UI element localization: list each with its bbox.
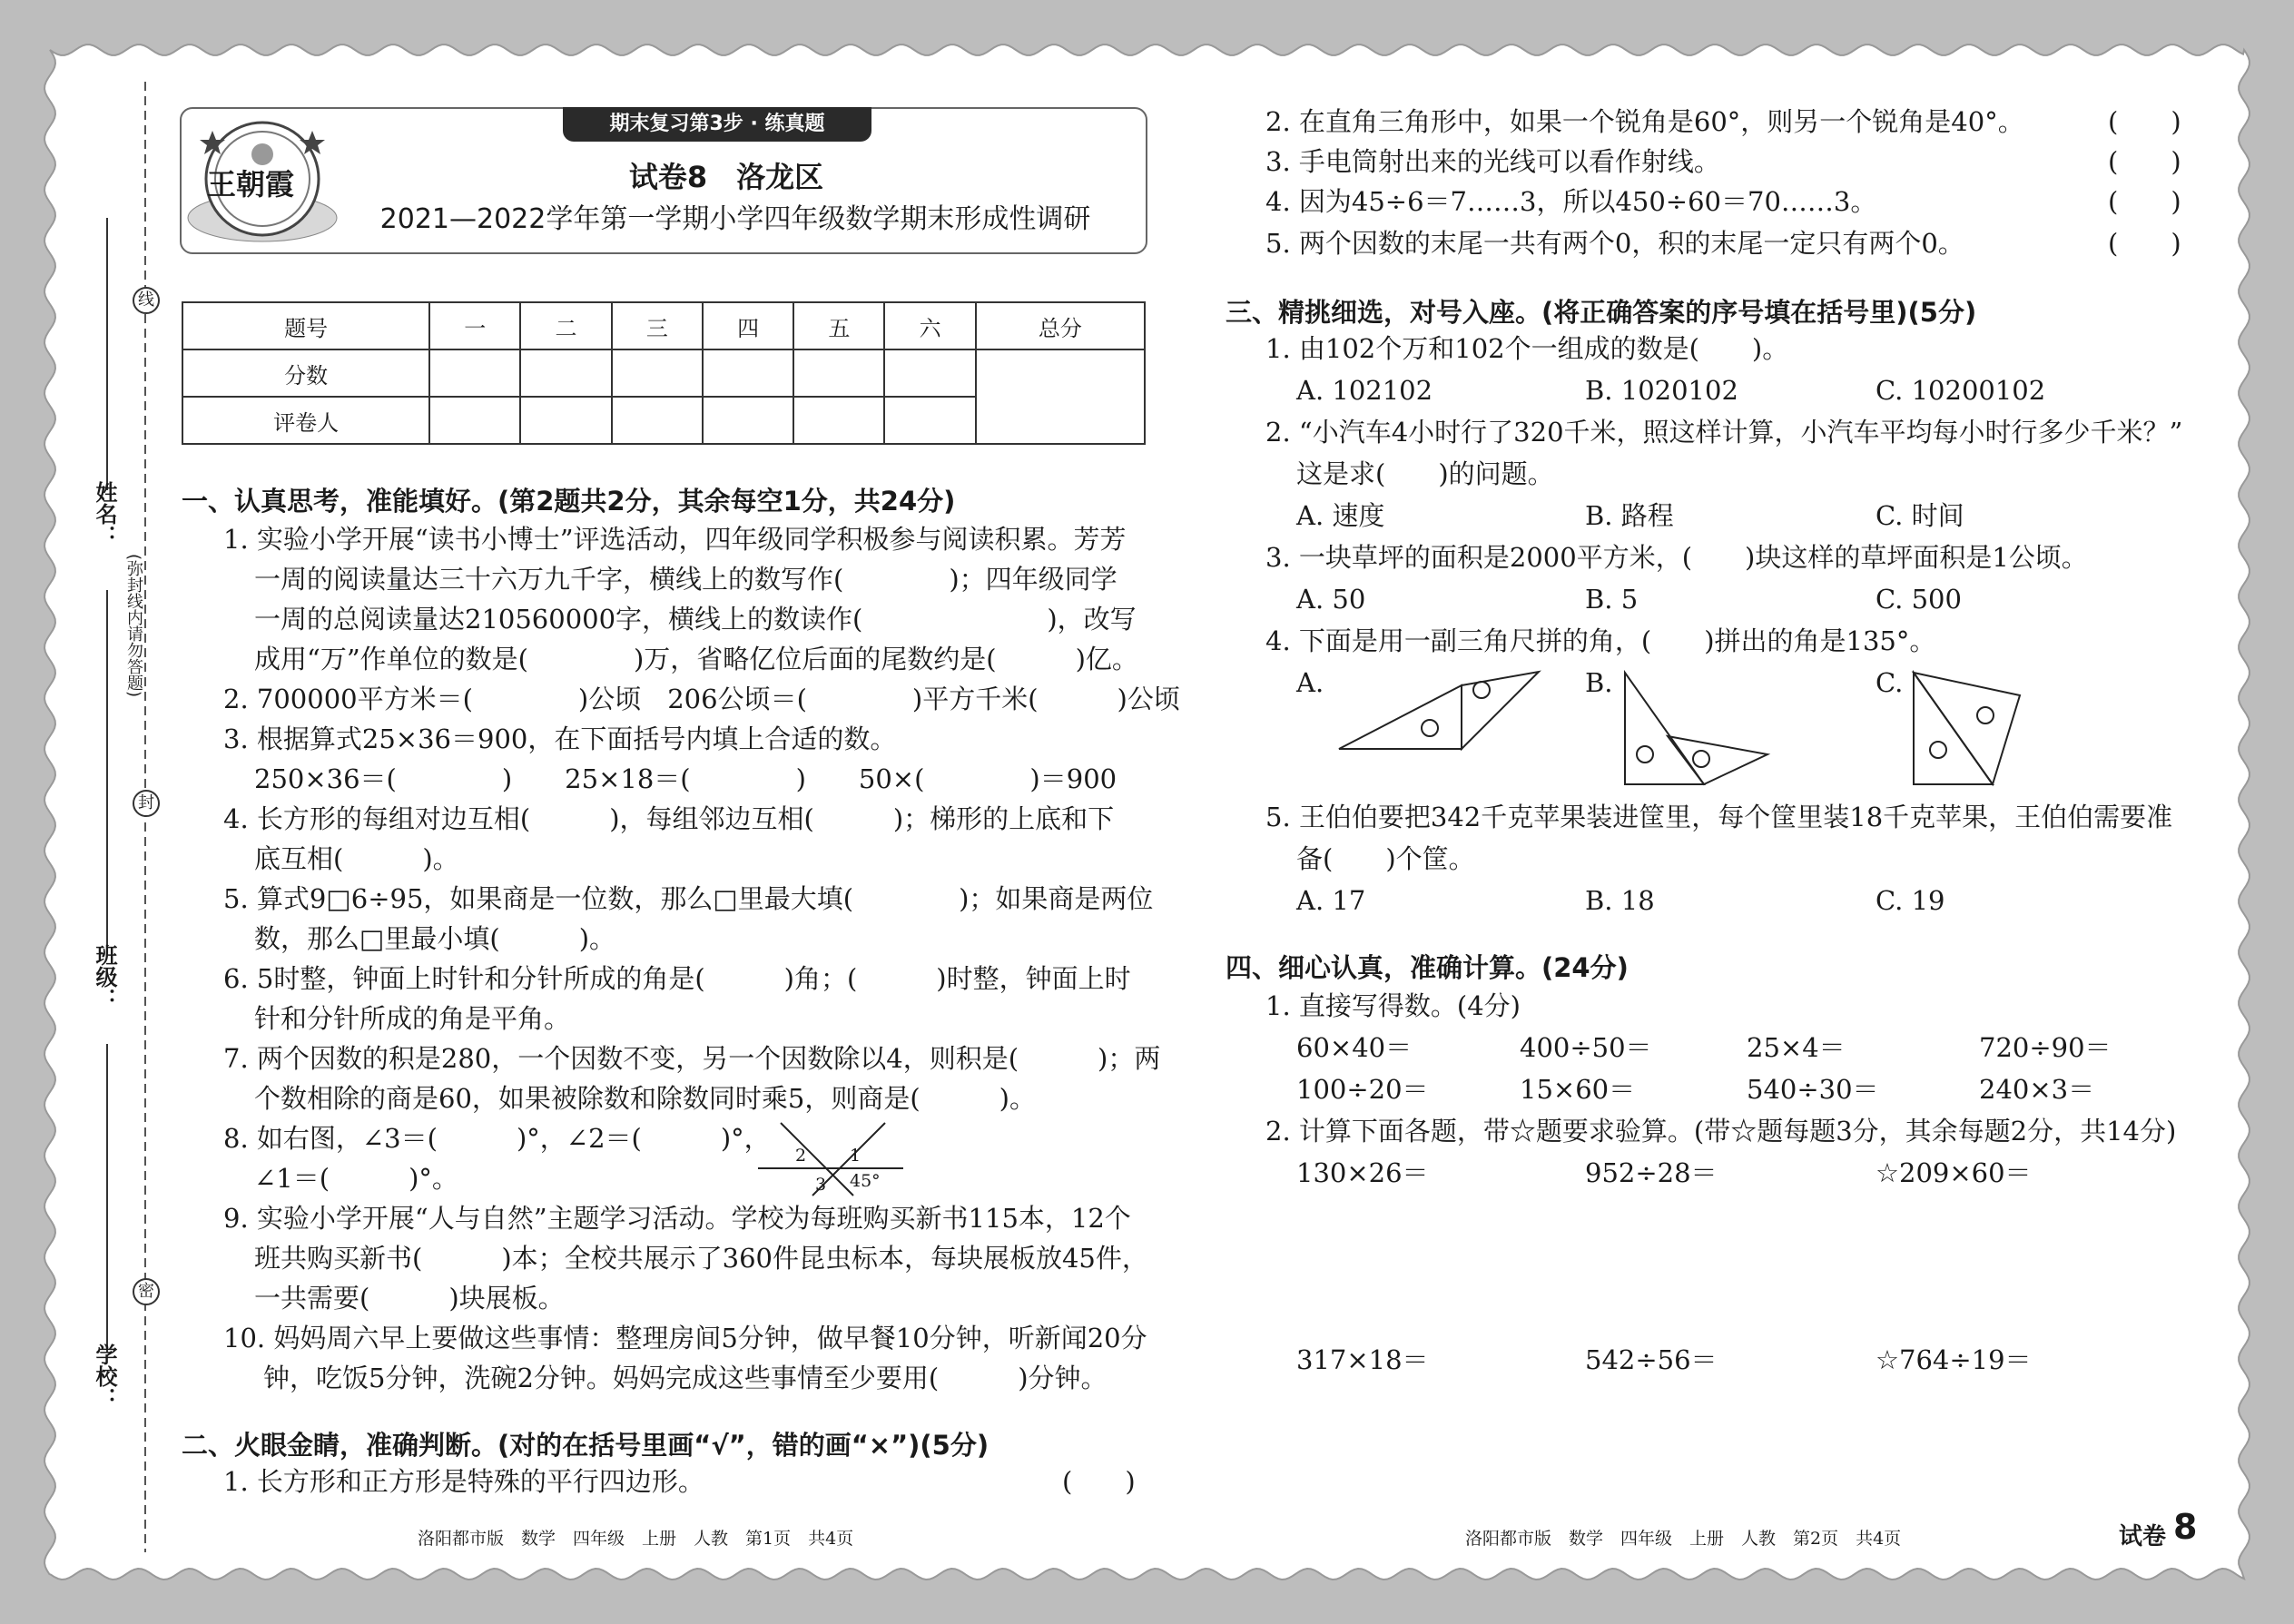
table-cell: 三 (612, 302, 703, 349)
table-cell: 题号 (182, 302, 429, 349)
choice-option[interactable]: B. 路程 (1585, 500, 1674, 531)
s1-line: 2. 700000平方米＝( )公顷 206公顷＝( )平方千米( )公顷 (223, 684, 1180, 714)
judge-item-2: 2. 在直角三角形中，如果一个锐角是60°，则另一个锐角是40°。 (1265, 106, 2024, 137)
table-cell: 二 (520, 302, 611, 349)
choice-option[interactable]: B. 18 (1585, 885, 1655, 916)
exam-title: 试卷8 洛龙区 (628, 160, 824, 194)
score-input-cell[interactable] (703, 349, 793, 397)
s1-line: 底互相( )。 (254, 843, 459, 874)
table-cell: 一 (429, 302, 520, 349)
seal-feng-badge: 封 (133, 790, 160, 817)
choice-option[interactable]: A. 50 (1296, 584, 1366, 615)
angle-label-1: 1 (850, 1146, 861, 1166)
total-score-cell[interactable] (976, 349, 1145, 444)
table-cell: 分数 (182, 349, 429, 397)
grader-input-cell[interactable] (703, 397, 793, 444)
choice-q5: 5. 王伯伯要把342千克苹果装进筐里，每个筐里装18千克苹果，王伯伯需要准 (1265, 802, 2173, 832)
grader-input-cell[interactable] (884, 397, 975, 444)
choice-option[interactable]: A. (1296, 667, 1324, 698)
choice-q3: 3. 一块草坪的面积是2000平方米，( )块这样的草坪面积是1公顷。 (1265, 542, 2088, 573)
calc-item: 317×18＝ (1296, 1344, 1429, 1375)
oral-item: 100÷20＝ (1296, 1074, 1429, 1105)
footer-right: 洛阳都市版 数学 四年级 上册 人教 第2页 共4页 (1465, 1529, 1902, 1549)
brand-logo-text: 王朝霞 (207, 167, 295, 202)
s1-line: 9. 实验小学开展“人与自然”主题学习活动。学校为每班购买新书115本，12个 (223, 1203, 1131, 1234)
oral-item: 15×60＝ (1520, 1074, 1636, 1105)
s1-line: 10. 妈妈周六早上要做这些事情：整理房间5分钟，做早餐10分钟，听新闻20分 (223, 1323, 1147, 1353)
judge-paren[interactable]: ( ) (2108, 228, 2181, 259)
score-input-cell[interactable] (793, 349, 884, 397)
footer-left: 洛阳都市版 数学 四年级 上册 人教 第1页 共4页 (418, 1529, 854, 1549)
judge-item-3: 3. 手电筒射出来的光线可以看作射线。 (1265, 146, 1720, 177)
s1-line: 6. 5时整，钟面上时针和分针所成的角是( )角；( )时整，钟面上时 (223, 963, 1131, 994)
angle-figure (753, 1118, 908, 1200)
table-row (182, 302, 1145, 349)
calc-item: ☆209×60＝ (1876, 1157, 2032, 1188)
s1-line: 一共需要( )块展板。 (254, 1283, 565, 1314)
choice-option[interactable]: B. 1020102 (1585, 375, 1738, 406)
s1-line: 钟，吃饭5分钟，洗碗2分钟。妈妈完成这些事情至少要用( )分钟。 (263, 1363, 1108, 1393)
triangle-figure-a (1334, 663, 1543, 753)
triangle-figure-c (1906, 668, 2024, 791)
choice-q5-line2: 备( )个筐。 (1296, 843, 1475, 874)
calc-item: 130×26＝ (1296, 1157, 1429, 1188)
s1-line: 8. 如右图，∠3＝( )°，∠2＝( )°， (223, 1123, 771, 1154)
s1-line: 5. 算式9□6÷95，如果商是一位数，那么□里最大填( )；如果商是两位 (223, 883, 1154, 914)
judge-paren[interactable]: ( ) (2108, 106, 2181, 137)
s1-line: 4. 长方形的每组对边互相( )，每组邻边互相( )；梯形的上底和下 (223, 803, 1115, 834)
judge-item-1: 1. 长方形和正方形是特殊的平行四边形。 (223, 1466, 704, 1497)
judge-paren[interactable]: ( ) (2108, 186, 2181, 217)
section1-title: 一、认真思考，准能填好。(第2题共2分，其余每空1分，共24分) (182, 486, 956, 517)
choice-option[interactable]: C. (1876, 667, 1904, 698)
binding-margin (54, 82, 163, 1561)
exam-subtitle: 2021—2022学年第一学期小学四年级数学期末形成性调研 (379, 203, 1091, 235)
judge-item-5: 5. 两个因数的末尾一共有两个0，积的末尾一定只有两个0。 (1265, 228, 1964, 259)
angle-label-45: 45° (850, 1171, 881, 1191)
score-input-cell[interactable] (884, 349, 975, 397)
oral-item: 25×4＝ (1747, 1032, 1846, 1063)
grader-input-cell[interactable] (520, 397, 611, 444)
calc-item: ☆764÷19＝ (1876, 1344, 2032, 1375)
choice-q4: 4. 下面是用一副三角尺拼的角，( )拼出的角是135°。 (1265, 625, 1936, 656)
grader-input-cell[interactable] (612, 397, 703, 444)
oral-item: 540÷30＝ (1747, 1074, 1879, 1105)
oral-item: 240×3＝ (1979, 1074, 2095, 1105)
section3-title: 三、精挑细选，对号入座。(将正确答案的序号填在括号里)(5分) (1226, 297, 1977, 328)
choice-option[interactable]: A. 速度 (1296, 500, 1385, 531)
s1-line: 班共购买新书( )本；全校共展示了360件昆虫标本，每块展板放45件， (254, 1243, 1148, 1274)
binding-note: (弥封线内请勿答题) (124, 554, 143, 698)
s1-line: 1. 实验小学开展“读书小博士”评选活动，四年级同学积极参与阅读积累。芳芳 (223, 524, 1127, 555)
s1-line: 一周的总阅读量达210560000字，横线上的数读作( )，改写 (254, 604, 1137, 635)
choice-q2: 2. “小汽车4小时行了320千米，照这样计算，小汽车平均每小时行多少千米？” (1265, 417, 2183, 448)
grader-input-cell[interactable] (429, 397, 520, 444)
choice-option[interactable]: A. 102102 (1296, 375, 1433, 406)
table-cell: 六 (884, 302, 975, 349)
table-cell: 五 (793, 302, 884, 349)
class-label: 班级： (92, 944, 117, 1009)
s1-line: 7. 两个因数的积是280，一个因数不变，另一个因数除以4，则积是( )；两 (223, 1043, 1161, 1074)
choice-option[interactable]: B. 5 (1585, 584, 1639, 615)
choice-option[interactable]: C. 500 (1876, 584, 1962, 615)
judge-item-4: 4. 因为45÷6＝7……3，所以450÷60＝70……3。 (1265, 186, 1877, 217)
s1-line: 250×36＝( ) 25×18＝( ) 50×( )＝900 (254, 763, 1117, 794)
school-label: 学校： (92, 1343, 117, 1409)
s1-line: 一周的阅读量达三十六万九千字，横线上的数写作( )；四年级同学 (254, 564, 1117, 595)
choice-option[interactable]: C. 10200102 (1876, 375, 2046, 406)
calc-item: 542÷56＝ (1585, 1344, 1718, 1375)
angle-label-3: 3 (815, 1175, 827, 1195)
s1-line: 3. 根据算式25×36＝900，在下面括号内填上合适的数。 (223, 723, 897, 754)
header-banner: 期末复习第3步 · 练真题 (563, 107, 871, 142)
table-cell: 评卷人 (182, 397, 429, 444)
s1-line: ∠1＝( )°。 (254, 1163, 458, 1194)
section2-title: 二、火眼金睛，准确判断。(对的在括号里画“√”，错的画“×”)(5分) (182, 1430, 989, 1461)
s1-line: 针和分针所成的角是平角。 (254, 1003, 571, 1034)
choice-q1: 1. 由102个万和102个一组成的数是( )。 (1265, 333, 1789, 364)
score-table (182, 301, 1146, 445)
table-row (182, 349, 1145, 397)
score-input-cell[interactable] (612, 349, 703, 397)
judge-paren[interactable]: ( ) (1062, 1466, 1136, 1497)
choice-option[interactable]: C. 19 (1876, 885, 1945, 916)
paper-tag-number: 8 (2173, 1507, 2198, 1547)
angle-label-2: 2 (795, 1146, 807, 1166)
calc-q1: 1. 直接写得数。(4分) (1265, 990, 1521, 1021)
oral-item: 400÷50＝ (1520, 1032, 1652, 1063)
paper-tag: 试卷 (2119, 1523, 2167, 1550)
calc-item: 952÷28＝ (1585, 1157, 1718, 1188)
oral-item: 60×40＝ (1296, 1032, 1413, 1063)
s1-line: 数，那么□里最小填( )。 (254, 923, 616, 954)
choice-option[interactable]: C. 时间 (1876, 500, 1964, 531)
score-input-cell[interactable] (429, 349, 520, 397)
table-cell: 四 (703, 302, 793, 349)
seal-xian-badge: 线 (133, 287, 160, 314)
table-cell: 总分 (976, 302, 1145, 349)
choice-q2-line2: 这是求( )的问题。 (1296, 458, 1554, 489)
score-input-cell[interactable] (520, 349, 611, 397)
triangle-figure-b (1618, 668, 1772, 791)
oral-item: 720÷90＝ (1979, 1032, 2112, 1063)
choice-option[interactable]: B. (1585, 667, 1613, 698)
seal-mi-badge: 密 (133, 1278, 160, 1305)
calc-q2: 2. 计算下面各题，带☆题要求验算。(带☆题每题3分，其余每题2分，共14分) (1265, 1116, 2177, 1147)
s1-line: 个数相除的商是60，如果被除数和除数同时乘5，则商是( )。 (254, 1083, 1036, 1114)
choice-option[interactable]: A. 17 (1296, 885, 1366, 916)
judge-paren[interactable]: ( ) (2108, 146, 2181, 177)
grader-input-cell[interactable] (793, 397, 884, 444)
section4-title: 四、细心认真，准确计算。(24分) (1226, 952, 1629, 983)
s1-line: 成用“万”作单位的数是( )万，省略亿位后面的尾数约是( )亿。 (254, 644, 1138, 674)
name-label: 姓名： (92, 481, 117, 546)
